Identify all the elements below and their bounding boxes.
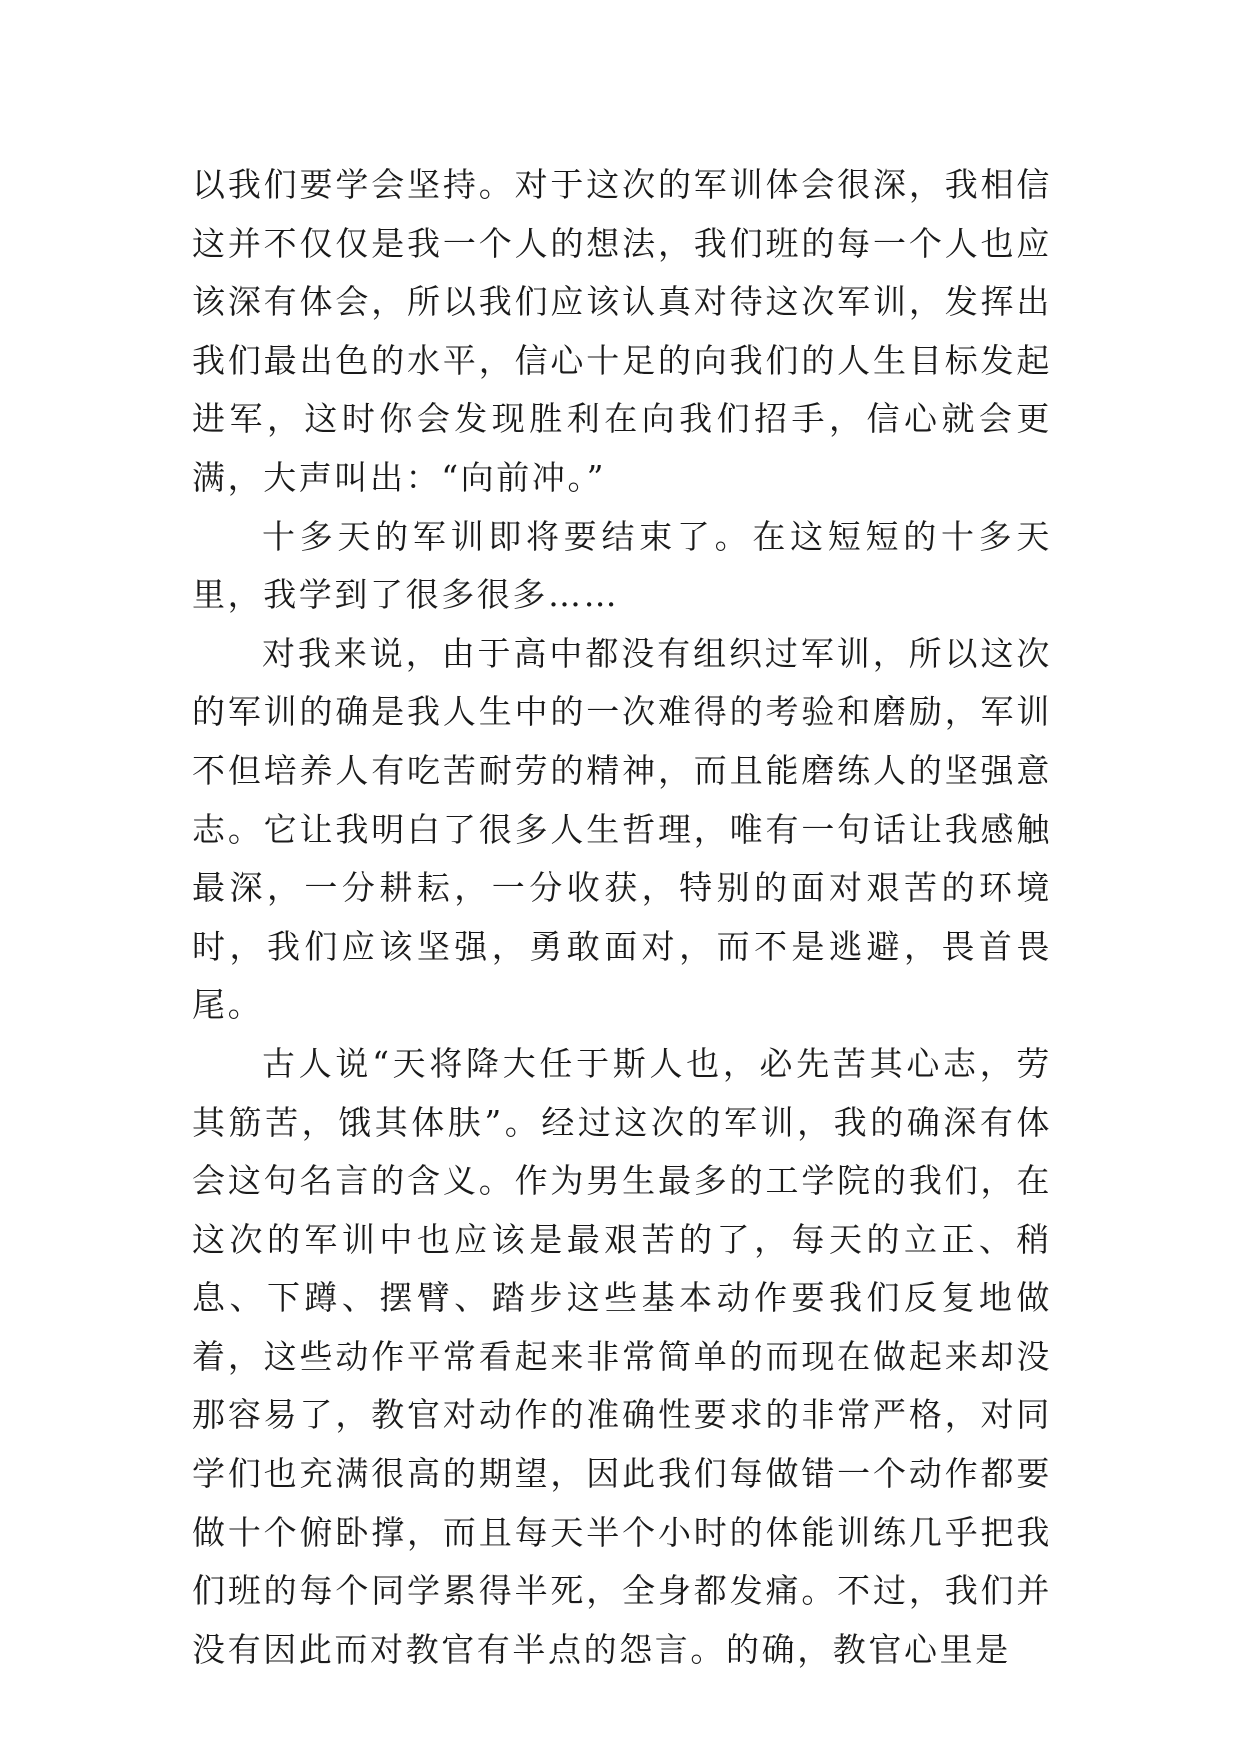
paragraph-1: 以我们要学会坚持。对于这次的军训体会很深，我相信这并不仅仅是我一个人的想法，我们班的每一个人也应该深有体会，所以我们应该认真对待这次军训，发挥出我们最出色的水平，信心十足的向我们的人生目标发起进军，这时你会发现胜利在向我们招手，信心就会更满，大声叫出：“向前冲。” <box>192 165 1052 497</box>
paragraph-2: 十多天的军训即将要结束了。在这短短的十多天里，我学到了很多很多…… <box>192 516 1052 615</box>
paragraph-3: 对我来说，由于高中都没有组织过军训，所以这次的军训的确是我人生中的一次难得的考验和磨励，军训不但培养人有吃苦耐劳的精神，而且能磨练人的坚强意志。它让我明白了很多人生哲理，唯有一句话让我感触最深，一分耕耘，一分收获，特别的面对艰苦的环境时，我们应该坚强，勇敢面对，而不是逃避，畏首畏尾。 <box>192 633 1052 1025</box>
document-page <box>192 156 1052 1679</box>
paragraph-4: 古人说“天将降大任于斯人也，必先苦其心志，劳其筋苦，饿其体肤”。经过这次的军训，我的确深有体会这句名言的含义。作为男生最多的工学院的我们，在这次的军训中也应该是最艰苦的了，每天的立正、稍息、下蹲、摆臂、踏步这些基本动作要我们反复地做着，这些动作平常看起来非常简单的而现在做起来却没那容易了，教官对动作的准确性要求的非常严格，对同学们也充满很高的期望，因此我们每做错一个动作都要做十个俯卧撑，而且每天半个小时的体能训练几乎把我们班的每个同学累得半死，全身都发痛。不过，我们并没有因此而对教官有半点的怨言。的确，教官心里是 <box>192 1043 1052 1669</box>
